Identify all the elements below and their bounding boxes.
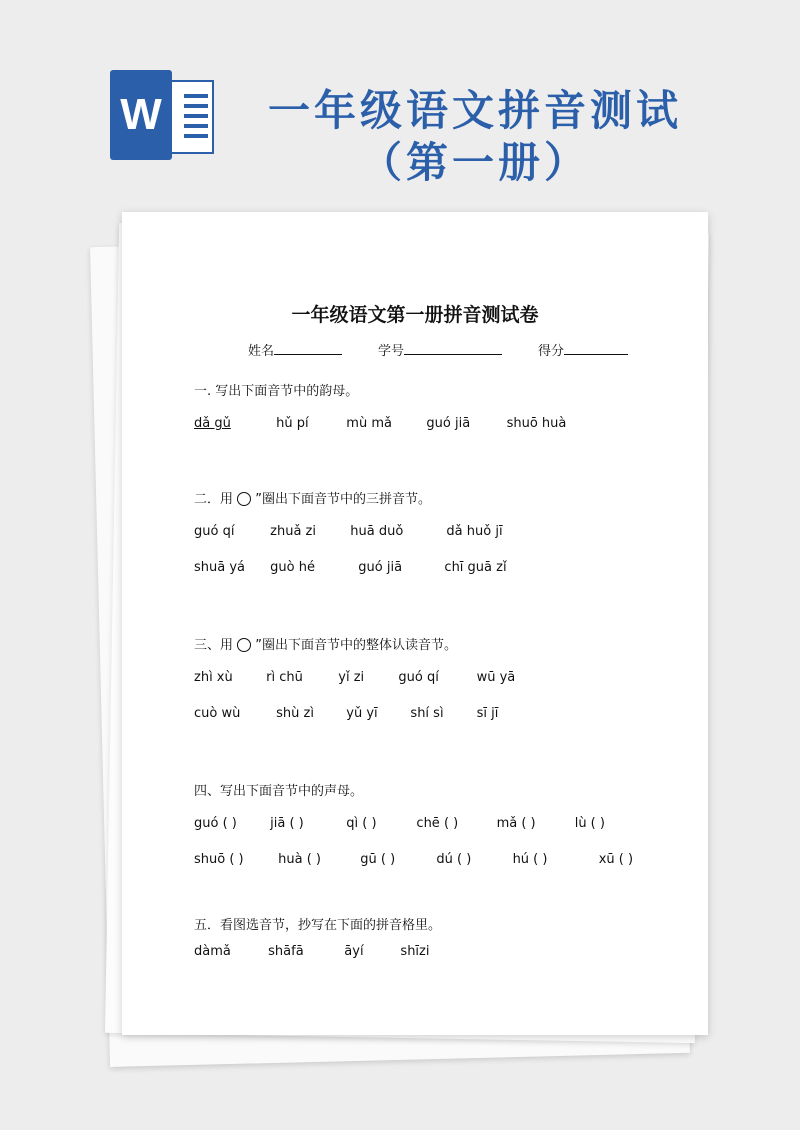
id-blank[interactable] xyxy=(404,340,502,355)
syllable-blank[interactable]: dú ( ) xyxy=(436,852,472,867)
syllable: zhuǎ zi xyxy=(270,524,316,539)
syllable: shuā yá xyxy=(194,560,246,575)
syllable-blank[interactable]: shuō ( ) xyxy=(194,852,244,867)
syllable: dǎ huǒ jī xyxy=(446,524,503,539)
syllable: shuō huà xyxy=(506,416,567,431)
header-title: 一年级语文拼音测试 xyxy=(267,86,682,135)
syllable-blank[interactable]: jiā ( ) xyxy=(270,816,304,831)
question-5-label: 五．看图选音节，抄写在下面的拼音格里。 xyxy=(194,918,442,933)
circle-icon xyxy=(237,638,251,652)
syllable-blank[interactable]: hú ( ) xyxy=(512,852,548,867)
exam-paper xyxy=(122,212,708,1035)
syllable-blank[interactable]: lù ( ) xyxy=(574,816,605,831)
question-3-row-2 xyxy=(194,706,498,721)
syllable: guó jiā xyxy=(358,560,403,575)
question-3-text: ”圈出下面音节中的整体认读音节。 xyxy=(255,638,458,653)
syllable: guó qí xyxy=(398,670,439,685)
question-5-items xyxy=(194,944,429,959)
syllable: dǎ gǔ xyxy=(194,416,231,431)
question-3-row-1 xyxy=(194,670,515,685)
question-2-row-1 xyxy=(194,524,503,539)
question-4-label: 四、写出下面音节中的声母。 xyxy=(194,784,364,799)
syllable-blank[interactable]: huà ( ) xyxy=(278,852,321,867)
id-field xyxy=(378,340,502,359)
paper-title: 一年级语文第一册拼音测试卷 xyxy=(291,304,539,326)
question-1-label: 一. 写出下面音节中的韵母。 xyxy=(194,384,359,399)
score-field xyxy=(538,340,628,359)
syllable: rì chū xyxy=(266,670,303,685)
question-2-row-2 xyxy=(194,560,507,575)
syllable: hǔ pí xyxy=(276,416,309,431)
header-subtitle: （第一册） xyxy=(359,138,590,187)
syllable: wū yā xyxy=(476,670,516,685)
name-field xyxy=(248,340,342,359)
syllable: shāfā xyxy=(268,944,304,959)
syllable: āyí xyxy=(344,944,364,959)
syllable: cuò wù xyxy=(194,706,241,721)
syllable: chī guā zǐ xyxy=(444,560,507,575)
syllable: sī jī xyxy=(476,706,499,721)
syllable: yǐ zi xyxy=(338,670,365,685)
score-blank[interactable] xyxy=(564,340,628,355)
question-3-prefix: 三、用 xyxy=(194,638,234,653)
question-4-row-1 xyxy=(194,816,605,831)
question-2-label xyxy=(194,488,431,507)
syllable: huā duǒ xyxy=(350,524,404,539)
id-label: 学号 xyxy=(378,344,405,359)
syllable-blank[interactable]: qì ( ) xyxy=(346,816,377,831)
syllable-blank[interactable]: chē ( ) xyxy=(416,816,459,831)
syllable-blank[interactable]: xū ( ) xyxy=(598,852,634,867)
question-4-row-2 xyxy=(194,852,633,867)
syllable-blank[interactable]: gū ( ) xyxy=(360,852,396,867)
syllable: dàmǎ xyxy=(194,944,231,959)
name-blank[interactable] xyxy=(274,340,342,355)
score-label: 得分 xyxy=(538,344,565,359)
word-logo-icon xyxy=(110,70,214,160)
syllable: shí sì xyxy=(410,706,444,721)
question-2-prefix: 二．用 xyxy=(194,492,234,507)
question-3-label xyxy=(194,634,457,653)
syllable: mù mǎ xyxy=(346,416,392,431)
word-badge: W xyxy=(110,70,172,160)
syllable: shīzi xyxy=(400,944,430,959)
question-1-items xyxy=(194,416,566,431)
syllable-blank[interactable]: guó ( ) xyxy=(194,816,237,831)
syllable: guó jiā xyxy=(426,416,471,431)
syllable: yǔ yī xyxy=(346,706,378,721)
syllable: shù zì xyxy=(276,706,314,721)
syllable: zhì xù xyxy=(194,670,233,685)
syllable-blank[interactable]: mǎ ( ) xyxy=(496,816,536,831)
syllable: guò hé xyxy=(270,560,315,575)
name-label: 姓名 xyxy=(248,344,275,359)
question-2-text: ”圈出下面音节中的三拼音节。 xyxy=(255,492,432,507)
circle-icon xyxy=(237,492,251,506)
syllable: guó qí xyxy=(194,524,235,539)
